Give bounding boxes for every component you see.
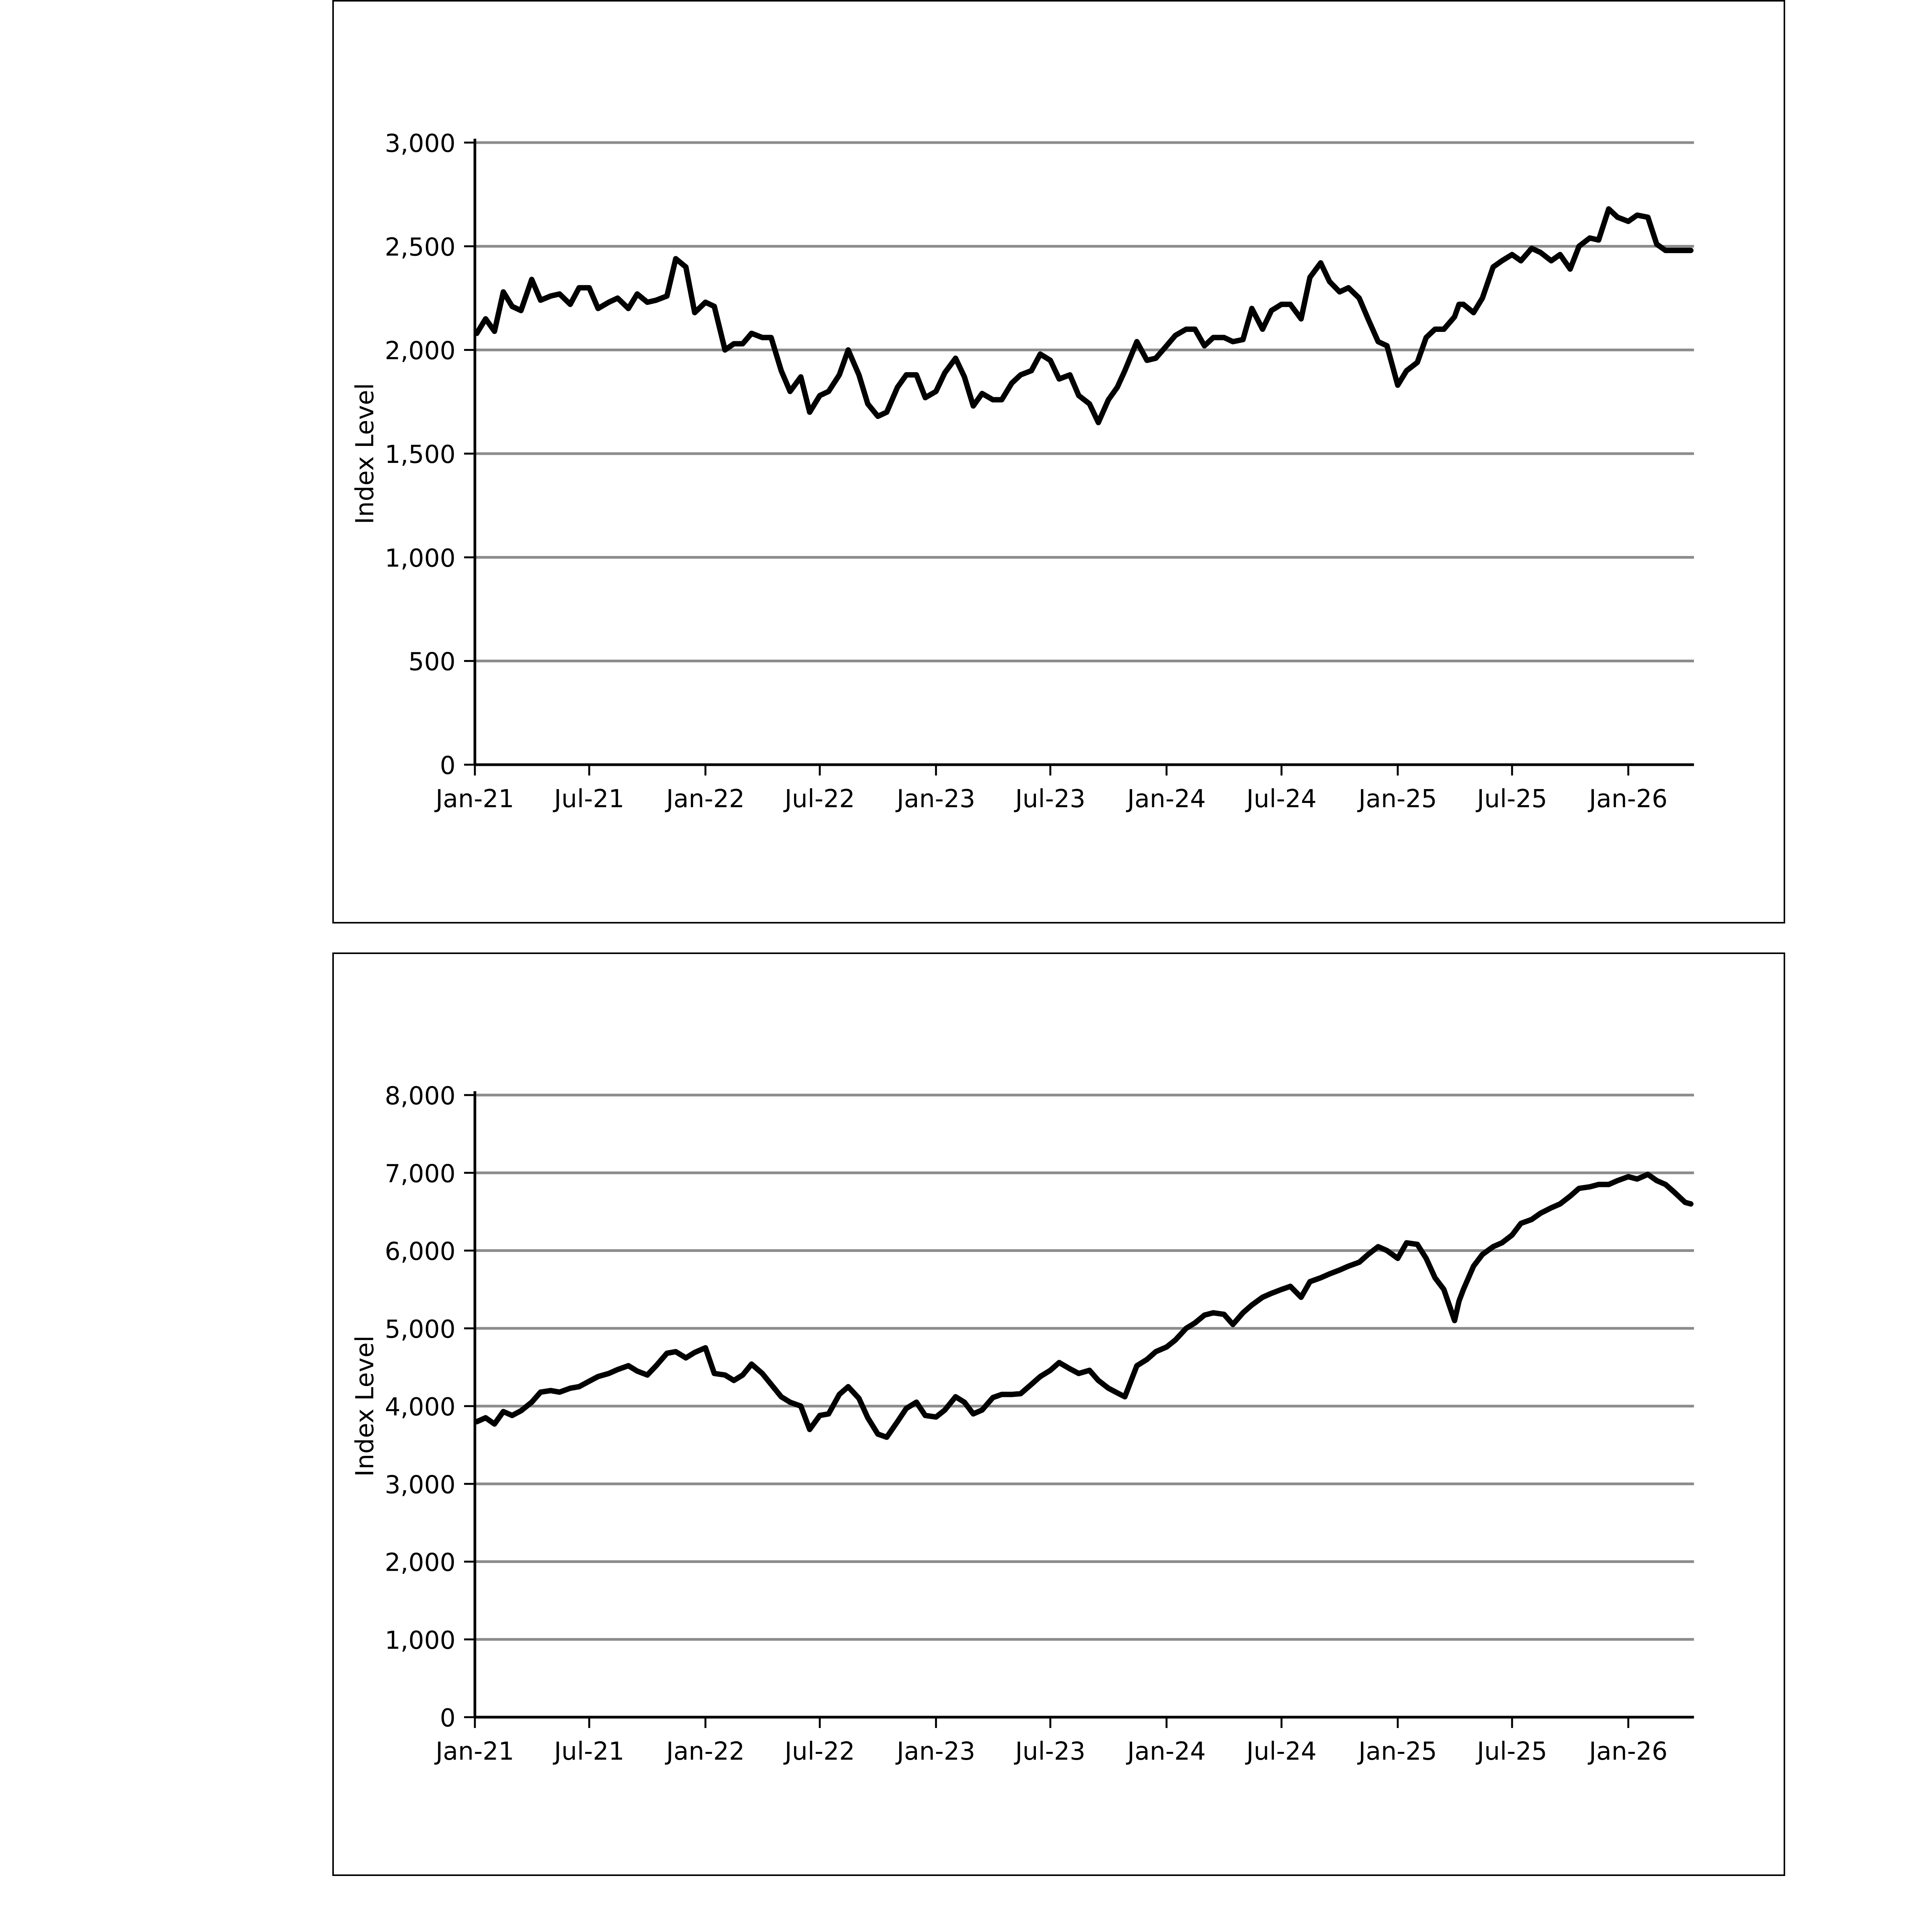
x-tick-label: Jul-21	[554, 1737, 624, 1766]
x-tick-label: Jul-22	[784, 1737, 855, 1766]
y-tick-label: 1,000	[384, 544, 456, 573]
x-tick-label: Jul-23	[1015, 1737, 1086, 1766]
x-tick-label: Jan-21	[435, 785, 514, 813]
x-tick-label: Jul-24	[1246, 1737, 1317, 1766]
y-tick-label: 2,000	[384, 1548, 456, 1577]
y-tick-label: 8,000	[384, 1082, 456, 1111]
chart-panel-2	[332, 952, 1785, 1876]
x-tick-label: Jan-26	[1589, 785, 1668, 813]
x-tick-label: Jul-24	[1246, 785, 1317, 813]
line-chart-1	[334, 2, 1787, 925]
x-tick-label: Jan-25	[1358, 785, 1437, 813]
x-tick-label: Jan-26	[1589, 1737, 1668, 1766]
series-line	[477, 209, 1691, 423]
line-chart-2	[334, 954, 1787, 1878]
y-tick-label: 3,000	[384, 1471, 456, 1500]
y-tick-label: 500	[408, 648, 456, 677]
x-tick-label: Jan-25	[1358, 1737, 1437, 1766]
x-tick-label: Jan-23	[896, 1737, 975, 1766]
x-tick-label: Jul-22	[784, 785, 855, 813]
y-axis-title: Index Level	[351, 383, 379, 524]
series-line	[477, 1174, 1691, 1437]
y-tick-label: 3,000	[384, 129, 456, 158]
y-tick-label: 0	[440, 1704, 456, 1733]
x-tick-label: Jan-22	[666, 785, 745, 813]
y-tick-label: 1,000	[384, 1626, 456, 1655]
y-tick-label: 4,000	[384, 1393, 456, 1422]
x-tick-label: Jul-25	[1477, 1737, 1548, 1766]
chart-panel-1	[332, 0, 1785, 923]
y-tick-label: 7,000	[384, 1160, 456, 1189]
x-tick-label: Jan-24	[1127, 785, 1206, 813]
y-tick-label: 6,000	[384, 1237, 456, 1266]
x-tick-label: Jul-25	[1477, 785, 1548, 813]
x-tick-label: Jan-23	[896, 785, 975, 813]
x-tick-label: Jan-24	[1127, 1737, 1206, 1766]
y-tick-label: 2,500	[384, 233, 456, 262]
y-tick-label: 1,500	[384, 440, 456, 469]
x-tick-label: Jul-21	[554, 785, 624, 813]
x-tick-label: Jul-23	[1015, 785, 1086, 813]
y-tick-label: 0	[440, 752, 456, 780]
y-tick-label: 2,000	[384, 337, 456, 366]
y-axis-title: Index Level	[351, 1335, 379, 1477]
x-tick-label: Jan-21	[435, 1737, 514, 1766]
x-tick-label: Jan-22	[666, 1737, 745, 1766]
y-tick-label: 5,000	[384, 1315, 456, 1344]
